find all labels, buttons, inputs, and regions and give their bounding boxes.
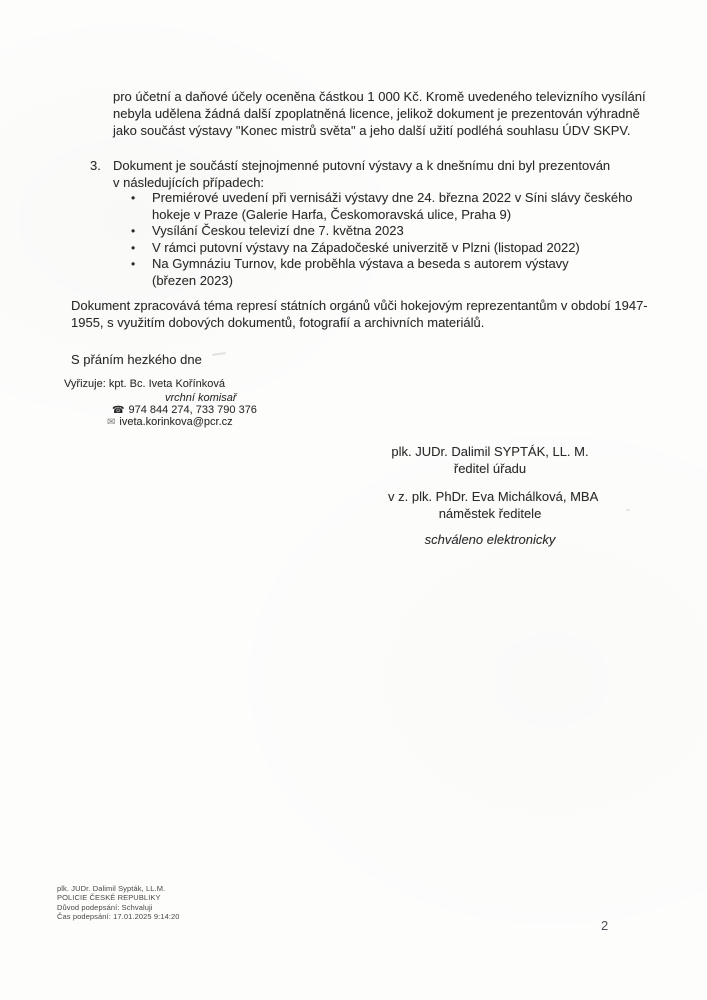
- signer-name: plk. JUDr. Dalimil SYPTÁK, LL. M.: [391, 444, 589, 459]
- list-item-text: [113, 157, 610, 191]
- stamp-signer: plk. JUDr. Dalimil Sypták, LL.M.: [57, 884, 166, 893]
- list-item-number: 3.: [90, 158, 101, 173]
- stamp-reason: Důvod podepsání: Schvaluji: [57, 902, 153, 912]
- paragraph-line: Dokument zpracovává téma represí státních orgánů vůči hokejovým reprezentantům v období 1947-: [71, 298, 648, 313]
- page-number: 2: [601, 918, 609, 933]
- handler-role: vrchní komisař: [165, 392, 237, 404]
- intro-paragraph: [113, 88, 646, 139]
- digital-signature-stamp: [57, 884, 180, 922]
- electronic-approval-note: schváleno elektronicky: [424, 532, 556, 547]
- scan-artifact: [626, 509, 630, 511]
- closing-salutation: S přáním hezkého dne: [71, 352, 202, 367]
- envelope-icon: ✉: [107, 416, 116, 428]
- bullet-list: [131, 190, 633, 289]
- phone-numbers: 974 844 274, 733 790 376: [128, 404, 257, 416]
- bullet-text: V rámci putovní výstavy na Západočeské univerzitě v Plzni (listopad 2022): [152, 239, 580, 255]
- handler-line: Vyřizuje: kpt. Bc. Iveta Kořínková: [64, 378, 225, 390]
- paragraph-line: jako součást výstavy "Konec mistrů světa" a jeho další užití podléhá souhlasu ÚDV SKPV.: [113, 123, 631, 138]
- paragraph-line: 1955, s využitím dobových dokumentů, fotografií a archivních materiálů.: [71, 315, 485, 330]
- list-item: [131, 256, 633, 289]
- bullet-text: Na Gymnáziu Turnov, kde proběhla výstava a beseda s autorem výstavy (březen 2023): [152, 256, 569, 288]
- bullet-icon: •: [131, 240, 136, 255]
- bullet-icon: •: [131, 191, 136, 205]
- list-item: [131, 190, 633, 223]
- bullet-icon: •: [131, 224, 136, 238]
- deputy-signer-role: náměstek ředitele: [438, 506, 542, 521]
- phone-icon: ☎: [112, 404, 125, 416]
- stamp-timestamp: Čas podepsání: 17.01.2025 9:14:20: [57, 912, 180, 922]
- bullet-text: Vysílání Českou televizí dne 7. května 2023: [152, 223, 404, 238]
- paragraph-line: nebyla udělena žádná další zpoplatněná licence, jelikož dokument je prezentován výhradně: [113, 106, 640, 121]
- list-item: [131, 223, 633, 240]
- paragraph-line: Dokument je součástí stejnojmenné putovní výstavy a k dnešnímu dni byl prezentován: [113, 158, 611, 173]
- email-address: iveta.korinkova@pcr.cz: [119, 416, 233, 428]
- deputy-signer-name: v z. plk. PhDr. Eva Michálková, MBA: [388, 489, 599, 504]
- signature-block: [388, 443, 599, 548]
- list-item: [131, 240, 633, 257]
- email-row: [107, 416, 233, 429]
- bullet-icon: •: [131, 257, 136, 271]
- signer-role: ředitel úřadu: [453, 461, 527, 476]
- scan-artifact: [212, 352, 226, 356]
- paragraph-line: pro účetní a daňové účely oceněna částkou 1 000 Kč. Kromě uvedeného televizního vysílání: [113, 89, 646, 104]
- paragraph-line: v následujících případech:: [113, 175, 265, 190]
- stamp-organization: POLICIE ČESKÉ REPUBLIKY: [57, 893, 161, 903]
- bullet-text: Premiérové uvedení při vernisáži výstavy dne 24. března 2022 v Síni slávy českého hokeje v Praze (Galerie Harfa, Českomoravská ulice, Praha 9): [152, 190, 633, 222]
- summary-paragraph: [71, 297, 648, 331]
